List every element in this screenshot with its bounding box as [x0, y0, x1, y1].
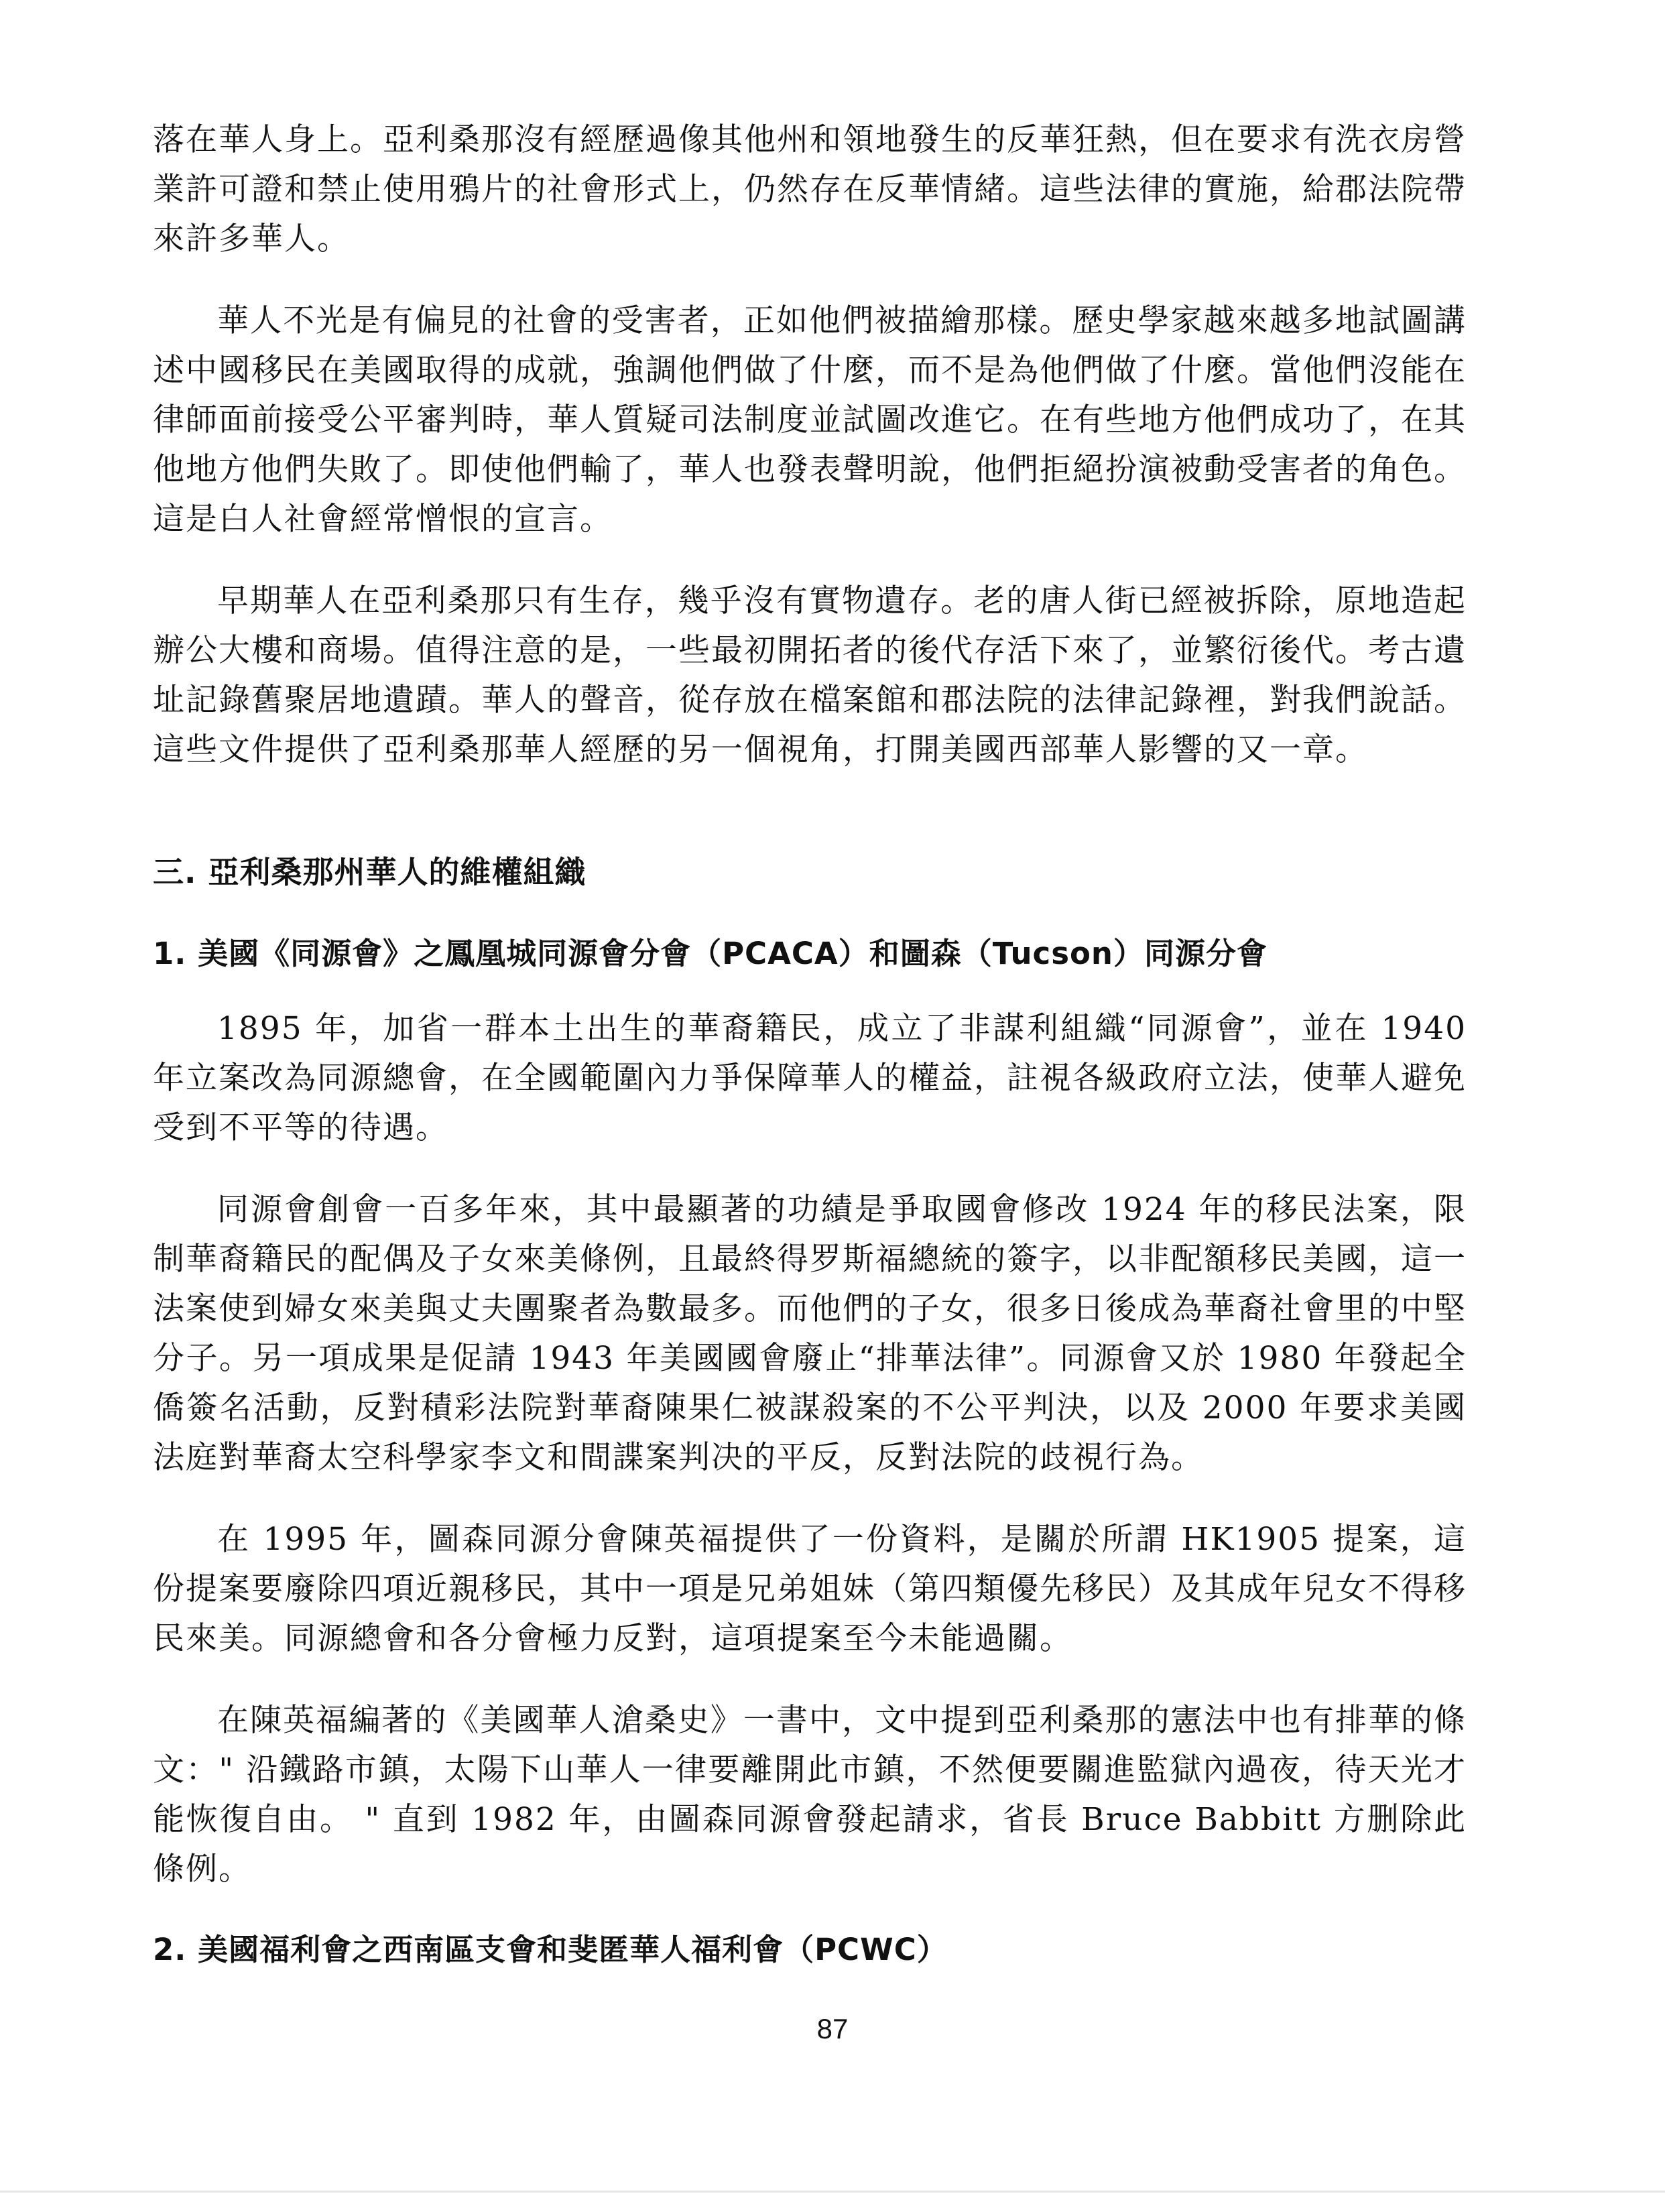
- paragraph-hk1905-proposal: 在 1995 年，圖森同源分會陳英福提供了一份資料，是關於所謂 HK1905 提案，這份提案要廢除四項近親移民，其中一項是兄弟姐妹（第四類優先移民）及其成年兒女不得移民來美。同源總會和各分會極力反對，這項提案至今未能過關。: [153, 1521, 1467, 1657]
- paragraph-cacaa-achievements: 同源會創會一百多年來，其中最顯著的功績是爭取國會修改 1924 年的移民法案，限制華裔籍民的配偶及子女來美條例，且最終得罗斯福總統的簽字，以非配額移民美國，這一法案使到婦女來美與丈夫團聚者為數最多。而他們的子女，很多日後成為華裔社會里的中堅分子。另一項成果是促請 1943 年美國國會廢止“排華法律”。同源會又於 1980 年發起全僑簽名活動，反對積彩法院對華裔陳果仁被謀殺案的不公平判決，以及 2000 年要求美國法庭對華裔太空科學家李文和間諜案判决的平反，反對法院的歧視行為。: [153, 1191, 1467, 1476]
- paragraph-early-chinese-remains: 早期華人在亞利桑那只有生存，幾乎沒有實物遺存。老的唐人街已經被拆除，原地造起辦公大樓和商場。值得注意的是，一些最初開拓者的後代存活下來了，並繁衍後代。考古遺址記錄舊聚居地遺蹟。華人的聲音，從存放在檔案館和郡法院的法律記錄裡，對我們說話。這些文件提供了亞利桑那華人經歷的另一個視角，打開美國西部華人影響的又一章。: [153, 582, 1467, 768]
- paragraph-cacaa-founding: 1895 年，加省一群本土出生的華裔籍民，成立了非謀利組織“同源會”，並在 1940 年立案改為同源總會，在全國範圍內力爭保障華人的權益，註視各級政府立法，使華人避免受到不平等的待遇。: [153, 1010, 1467, 1146]
- paragraph-chinese-not-only-victims: 華人不光是有偏見的社會的受害者，正如他們被描繪那樣。歷史學家越來越多地試圖講述中國移民在美國取得的成就，強調他們做了什麼，而不是為他們做了什麼。當他們沒能在律師面前接受公平審判時，華人質疑司法制度並試圖改進它。在有些地方他們成功了，在其他地方他們失敗了。即使他們輸了，華人也發表聲明說，他們拒絕扮演被動受害者的角色。這是白人社會經常憎恨的宣言。: [153, 302, 1467, 538]
- paragraph-continuation: 落在華人身上。亞利桑那沒有經歷過像其他州和領地發生的反華狂熱，但在要求有洗衣房營業許可證和禁止使用鴉片的社會形式上，仍然存在反華情緒。這些法律的實施，給郡法院帶來許多華人。: [153, 121, 1467, 257]
- scan-edge-divider: [0, 2191, 1665, 2193]
- subheading-cacaa: 1. 美國《同源會》之鳳凰城同源會分會（PCACA）和圖森（Tucson）同源分會: [153, 936, 1268, 971]
- subheading-welfare-council: 2. 美國福利會之西南區支會和斐匿華人福利會（PCWC）: [153, 1932, 948, 1967]
- page-content: [153, 115, 1467, 2000]
- section-heading-rights-organizations: 三. 亞利桑那州華人的維權組織: [153, 854, 587, 890]
- paragraph-arizona-constitution: 在陳英福編著的《美國華人滄桑史》一書中，文中提到亞利桑那的憲法中也有排華的條文：" 沿鐵路市鎮，太陽下山華人一律要離開此市鎮，不然便要關進監獄內過夜，待天光才能恢復自由。 " 直到 1982 年，由圖森同源會發起請求，省長 Bruce Babbitt 方删除此條例。: [153, 1702, 1467, 1888]
- page-number: 87: [816, 2013, 849, 2044]
